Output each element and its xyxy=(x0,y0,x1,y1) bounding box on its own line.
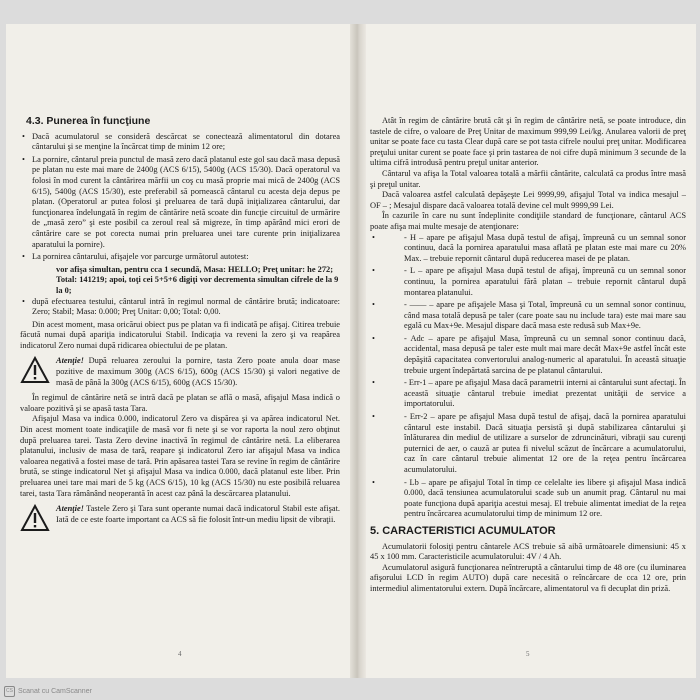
section-heading-5: 5. CARACTERISTICI ACUMULATOR xyxy=(370,524,556,537)
warning-paragraph xyxy=(56,356,340,388)
message-item: • - Adc – apare pe afişajul Masa, împreună cu un semnal sonor continuu dacă, accidental, masa depusă pe taler este mult mai mare decât Max+9e astfel încât este depăşită capacitatea convertorului analog-numeric al aparatului. În această situaţie trebuie urgent îndepărtată sarcina de pe platanul cântarului. xyxy=(370,334,686,376)
message-item: • - L – apare pe afişajul Masa după testul de afişaj, împreună cu un semnal sonor continuu, la pornirea aparatului fără platan – trebuie repornit cântarul după montarea platanului. xyxy=(370,266,686,298)
left-page xyxy=(20,108,340,537)
right-page xyxy=(370,116,686,595)
warning-block xyxy=(20,356,340,388)
page-number: 4 xyxy=(178,650,182,658)
paragraph: Afişajul Masa va indica 0.000, indicatorul Zero va dispărea şi va apărea indicatorul Net. Din acest moment toate indicaţiile de masă vor fi nete şi se vor raporta la noul zero obţinut după preluarea tarei. Tasta Zero devine inactivă în regimul de cântărire netă. La eliberarea platanului, inclusiv de masa de tară, reapare şi indicatorul Zero iar afişajul Masa va indica valoarea negativă a fostei mase de tară. Prin apăsarea tastei Tara se revine în regim de cântărire brută, se stinge indicatorul Net şi afişajul Masa va indica 0.000, dacă platanul este liber. Prin preluarea unei tare mai mari de 5 kg (ACS 6/15), 10 kg (ACS 15/30) nu este posibilă reluarea tarei, tasta Tara rămânând neoperantă în acest caz până la descărcarea platanului. xyxy=(20,414,340,498)
message-item: • - Lb – apare pe afişajul Total în timp ce celelalte ies libere şi afişajul Masa indică 0.000, dacă tensiunea acumulatorului scade sub un anumit prag. Cântarul nu mai poate funcţiona după apariţia acestui mesaj. El trebuie alimentat imediat de la reţea pentru încărcarea acumulatorului timp de minimum 12 ore. xyxy=(370,478,686,520)
section-heading-4-3: 4.3. Punerea în funcţiune xyxy=(26,115,151,127)
startup-bullets xyxy=(20,132,340,263)
after-test-list xyxy=(20,297,340,318)
paragraph: Acumulatorul asigură funcţionarea neîntreruptă a cântarului timp de 48 ore (cu iluminarea afişorului LCD în regim AUTO) după care necesită o reîncărcare de cca 12 ore, prin intermediul alimentatorului extern. După încărcare, alimentatorul va fi decuplat din priză. xyxy=(370,562,686,593)
warning-label: Atenţie! xyxy=(56,504,84,514)
warning-triangle-icon xyxy=(20,504,50,532)
message-item: • - —— – apare pe afişajele Masa şi Total, împreună cu un semnal sonor continuu, când masa totală depusă pe taler (care poate sau nu include tara) este mai mare sau egală cu Max+9e. Mesajul dispare dacă masa este redusă sub Max+9e. xyxy=(370,300,686,332)
warning-messages-list xyxy=(370,233,686,520)
paragraph: Atât în regim de cântărire brută cât şi în regim de cântărire netă, se poate introduce, din tastele de cifre, o valoare de Preţ Unitar de maximum 999,99 Lei/kg. Anularea valorii de preţ unitar se poate face cu tasta Clear după care se pot tasta cifrele noului preţ unitar. Modificarea preţului unitar curent se poate face şi prin tastarea de noi cifre după minimum 3 secunde de la ultima cifră introdusă pentru preţul unitar anterior. xyxy=(370,116,686,168)
book-spine xyxy=(350,24,366,678)
scanner-watermark xyxy=(4,686,92,697)
autotest-text: vor afişa simultan, pentru cca 1 secundă, Masa: HELLO; Preţ unitar: he 272; Total: 141219; apoi, toţi cei 5+5+6 digiţi vor decrementa simultan cifrele de la 9 la 0; xyxy=(56,264,339,295)
warning-text: Tastele Zero şi Tara sunt operante numai dacă indicatorul Stabil este afişat. Iată de ce este foarte important ca ACS să fie folosit într-un mediu lipsit de vibraţii. xyxy=(56,504,340,524)
paragraph: Cântarul va afişa la Total valoarea totală a mărfii cântărite, calculată ca produs între masă şi preţul unitar. xyxy=(370,168,686,189)
booklet-spread xyxy=(6,24,696,678)
camscanner-logo-icon: CS xyxy=(4,686,15,697)
bullet-item: • după efectuarea testului, cântarul intră în regimul normal de cântărire brută; indicatoare: Zero; Stabil; Masa: 0.000; Preţ Unitar: 0,00; Total: 0,00. xyxy=(20,297,340,318)
message-item: • - H – apare pe afişajul Masa după testul de afişaj, împreună cu un semnal sonor continuu, dacă la pornirea aparatului masa aflată pe platan este mai mare cu 20% Max. – trebuie repornit cântarul după reducerea masei de pe platan. xyxy=(370,233,686,265)
bullet-item: • La pornirea cântarului, afişajele vor parcurge următorul autotest: xyxy=(20,252,340,263)
page-number: 5 xyxy=(526,650,530,658)
message-item: • - Err-2 – apare pe afişajul Masa după testul de afişaj, dacă la pornirea aparatului cântarul este instabil. Dacă situaţia persistă şi după stabilizarea cântarului şi înlăturarea din mediul de utilizare a surselor de zdruncinături, vibraţii sau curenţi puternici de aer, o cauză ar putea fi nivelul scăzut de încărcare a acumulatorului, caz în care cântarul trebuie alimentat 12 ore de la reţea pentru încărcarea acumulatorului. xyxy=(370,412,686,476)
warning-paragraph xyxy=(56,504,340,525)
paragraph: În cazurile în care nu sunt îndeplinite condiţiile standard de funcţionare, cântarul ACS poate afişa mai multe mesaje de atenţionare: xyxy=(370,211,686,231)
warning-triangle-icon xyxy=(20,356,50,384)
paragraph: Acumulatorii folosiţi pentru cântarele ACS trebuie să aibă următoarele dimensiuni: 45 x 45 x 100 mm. Caracteristicile acumulatorului: 4V / 4 Ah. xyxy=(370,541,686,562)
warning-label: Atenţie! xyxy=(56,356,84,366)
watermark-text: Scanat cu CamScanner xyxy=(18,688,92,695)
paragraph: Dacă valoarea astfel calculată depăşeşte Lei 9999,99, afişajul Total va indica mesajul – OF – ; Mesajul dispare dacă valoarea totală devine cel mult 9999,99 Lei. xyxy=(370,190,686,210)
warning-text: După reluarea zeroului la pornire, tasta Zero poate anula doar mase pozitive de maximum 300g (ACS 6/15), 600g (ACS 15/30) şi valori negative de masă de până la 300g (ACS 6/15), 600g (ACS 15/30). xyxy=(56,356,340,387)
message-item: • - Err-1 – apare pe afişajul Masa dacă parametrii interni ai cântarului sunt afectaţi. În această situaţie cântarul trebuie imediat prezentat unităţii de service a importatorului. xyxy=(370,378,686,410)
warning-block xyxy=(20,504,340,532)
paragraph: Din acest moment, masa oricărui obiect pus pe platan va fi indicată pe afişaj. Citirea trebuie făcută numai după apariţia indicatorului Stabil. Indicaţia va reveni la zero şi va reapărea indicatorul Zero numai după ridicarea obiectului de pe platan. xyxy=(20,319,340,350)
paragraph: În regimul de cântărire netă se intră dacă pe platan se află o masă, afişajul Masa indică o valoare pozitivă şi se apasă tasta Tara. xyxy=(20,393,340,413)
bullet-item: • La pornire, cântarul preia punctul de masă zero dacă platanul este gol sau dacă masa depusă pe platan nu este mai mare de 2400g (ACS 6/15), 5400g (ACS 15/30). Dacă operatorul va folosi în mod curent la cântărirea mărfii un coş cu masă proprie mai mică de 2400g (ACS 6/15), 5400g (ACS 15/30), este preferabil să pornească cântarul cu acesta deja depus pe platan. (Operatorul ar putea folosi şi preluarea de tară după iniţializarea cântarului, dar funcţionarea îndelungată în regim de cântărire netă scoate din funcţie circuitul de urmărire de „masă zero” şi este posibil ca zeroul real să migreze, în timp apărând mici erori de cântărire care se pot corecta numai prin preluarea unei tare curente prin iniţializarea aparatului la pornire). xyxy=(20,155,340,250)
bullet-item: • Dacă acumulatorul se consideră descărcat se conectează alimentatorul din dotarea cântarului şi se menţine la încărcat timp de minim 12 ore; xyxy=(20,132,340,153)
